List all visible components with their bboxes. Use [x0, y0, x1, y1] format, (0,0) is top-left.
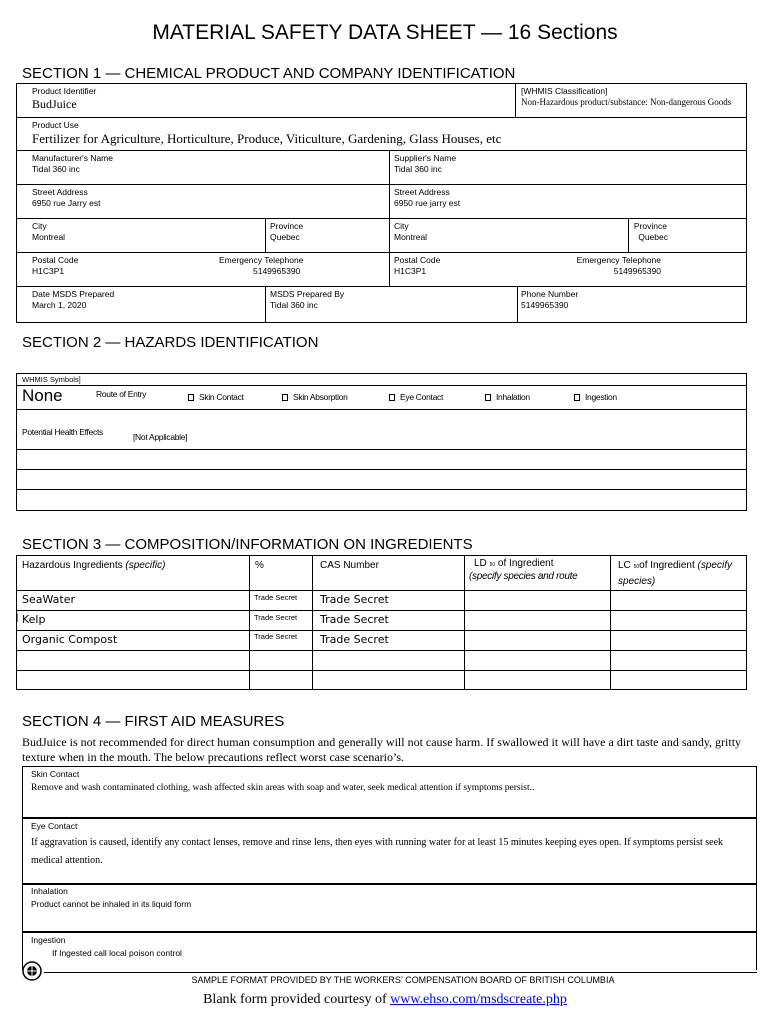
eye-contact-label: Eye Contact	[31, 821, 78, 831]
inhalation-label: Inhalation	[31, 886, 68, 896]
eye-contact-checkbox[interactable]	[389, 394, 395, 401]
first-aid-intro: BudJuice is not recommended for direct human consumption and generally will not cause harm. If swallowed it will have a dirt taste and sandy, gritty texture when in the mouth. The below precautions reflect worst case scenario’s.	[22, 735, 742, 764]
section-2-heading: SECTION 2 — HAZARDS IDENTIFICATION	[22, 334, 319, 351]
ingestion-label: Ingestion	[31, 935, 66, 945]
supplier-province-value: Quebec	[638, 232, 668, 242]
supplier-postal-label: Postal Code	[394, 255, 441, 265]
courtesy-line: Blank form provided courtesy of www.ehso.com/msdscreate.php	[203, 992, 567, 1007]
ingestion-text: If Ingested call local poison control	[52, 948, 182, 958]
ingredient-name-3: Organic Compost	[22, 633, 118, 646]
product-use-value: Fertilizer for Agriculture, Horticulture, Produce, Viticulture, Gardening, Glass Houses, etc	[32, 131, 502, 146]
manufacturer-street-value: 6950 rue Jarry est	[32, 198, 101, 208]
ingestion-checkbox[interactable]	[574, 394, 580, 401]
route-skin-absorption[interactable]: Skin Absorption	[282, 392, 348, 403]
supplier-province-label: Province	[633, 221, 667, 231]
route-eye-contact[interactable]: Eye Contact	[389, 392, 443, 403]
route-ingestion[interactable]: Ingestion	[574, 392, 617, 403]
supplier-emergency-value: 5149965390	[613, 266, 661, 276]
supplier-name-value: Tidal 360 inc	[394, 164, 442, 174]
phone-number-label: Phone Number	[521, 289, 579, 299]
col-lc50: LC 50of Ingredient (specify	[618, 560, 732, 571]
col-hazardous-ingredients: Hazardous Ingredients (specific)	[22, 560, 166, 571]
product-use-label: Product Use	[32, 120, 79, 130]
ingredient-cas-2: Trade Secret	[320, 613, 389, 626]
whmis-symbols-value: None	[22, 386, 63, 405]
product-identifier-value: BudJuice	[32, 97, 77, 111]
route-of-entry-label: Route of Entry	[96, 389, 147, 399]
col-ld50-note: (specify species and route	[469, 571, 578, 582]
supplier-emergency-label: Emergency Telephone	[576, 255, 661, 265]
inhalation-text: Product cannot be inhaled in its liquid form	[31, 899, 192, 909]
supplier-street-value: 6950 rue jarry est	[394, 198, 461, 208]
manufacturer-emergency-value: 5149965390	[253, 266, 301, 276]
ingredient-cas-3: Trade Secret	[320, 633, 389, 646]
row-marker: |	[16, 612, 19, 622]
date-prepared-value: March 1, 2020	[32, 300, 87, 310]
ingredient-name-2: Kelp	[22, 613, 46, 626]
product-identifier-label: Product Identifier	[32, 86, 97, 96]
ingredient-percent-1: Trade Secret	[254, 593, 298, 602]
whmis-classification-label: [WHMIS Classification]	[521, 86, 608, 96]
col-cas-number: CAS Number	[320, 560, 379, 571]
manufacturer-postal-value: H1C3P1	[32, 266, 65, 276]
sample-format-note: SAMPLE FORMAT PROVIDED BY THE WORKERS’ COMPENSATION BOARD OF BRITISH COLUMBIA	[191, 975, 615, 985]
section-3-heading: SECTION 3 — COMPOSITION/INFORMATION ON INGREDIENTS	[22, 536, 473, 553]
manufacturer-province-value: Quebec	[270, 232, 300, 242]
skin-absorption-checkbox[interactable]	[282, 394, 288, 401]
manufacturer-street-label: Street Address	[32, 187, 88, 197]
supplier-postal-value: H1C3P1	[394, 266, 427, 276]
supplier-city-value: Montreal	[394, 232, 428, 242]
manufacturer-name-value: Tidal 360 inc	[32, 164, 80, 174]
manufacturer-city-label: City	[32, 221, 47, 231]
col-lc50-note: species)	[618, 576, 656, 587]
whmis-symbols-label: WHMIS Symbols]	[22, 375, 81, 384]
prepared-by-value: Tidal 360 inc	[270, 300, 318, 310]
manufacturer-city-value: Montreal	[32, 232, 66, 242]
eye-contact-text: If aggravation is caused, identify any contact lenses, remove and rinse lens, then eyes with running water for at least 15 minutes keeping eyes open. If symptoms persist seek medical attention.	[31, 837, 724, 866]
document-title: MATERIAL SAFETY DATA SHEET — 16 Sections	[152, 21, 618, 44]
inhalation-checkbox[interactable]	[485, 394, 491, 401]
ingredient-percent-3: Trade Secret	[254, 632, 298, 641]
col-percent: %	[255, 560, 264, 571]
manufacturer-province-label: Province	[270, 221, 304, 231]
date-prepared-label: Date MSDS Prepared	[32, 289, 115, 299]
health-effects-label: Potential Health Effects	[22, 427, 104, 437]
ehso-link[interactable]: www.ehso.com/msdscreate.php	[390, 992, 567, 1007]
whmis-classification-value: Non-Hazardous product/substance: Non-dangerous Goods	[521, 97, 732, 107]
ingredient-name-1: SeaWater	[22, 593, 76, 606]
route-skin-contact[interactable]: Skin Contact	[188, 392, 244, 403]
skin-contact-checkbox[interactable]	[188, 394, 194, 401]
supplier-city-label: City	[394, 221, 409, 231]
supplier-street-label: Street Address	[394, 187, 450, 197]
section-1-heading: SECTION 1 — CHEMICAL PRODUCT AND COMPANY IDENTIFICATION	[22, 65, 516, 82]
prepared-by-label: MSDS Prepared By	[270, 289, 345, 299]
ingredient-cas-1: Trade Secret	[320, 593, 389, 606]
supplier-name-label: Supplier's Name	[394, 153, 457, 163]
section-4-heading: SECTION 4 — FIRST AID MEASURES	[22, 713, 285, 730]
manufacturer-name-label: Manufacturer's Name	[32, 153, 113, 163]
manufacturer-postal-label: Postal Code	[32, 255, 79, 265]
manufacturer-emergency-label: Emergency Telephone	[219, 255, 304, 265]
phone-number-value: 5149965390	[521, 300, 569, 310]
route-inhalation[interactable]: Inhalation	[485, 392, 530, 403]
skin-contact-label: Skin Contact	[31, 769, 80, 779]
col-ld50: LD 50 of Ingredient	[474, 558, 554, 569]
ingredient-percent-2: Trade Secret	[254, 613, 298, 622]
skin-contact-text: Remove and wash contaminated clothing, wash affected skin areas with soap and water, seek medical attention if symptoms persist..	[31, 783, 535, 793]
health-effects-value: [Not Applicable]	[133, 432, 188, 442]
section-1-table	[16, 83, 747, 323]
